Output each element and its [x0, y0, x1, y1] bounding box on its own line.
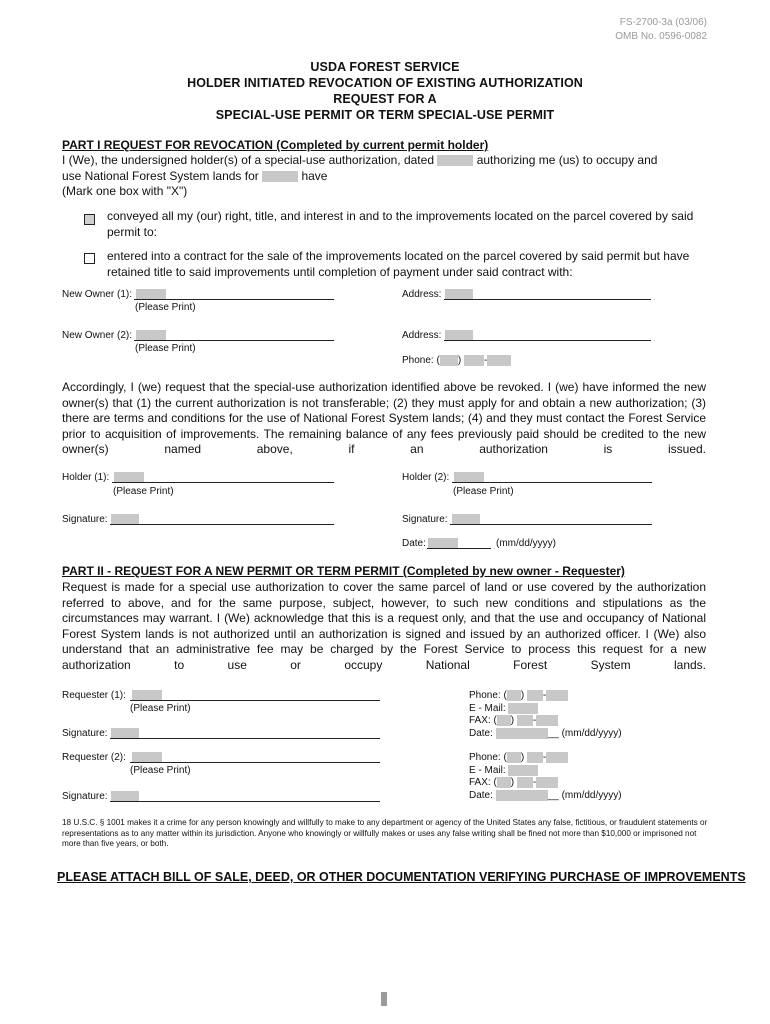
- requester2-line: [130, 762, 380, 763]
- r2-phone-label: Phone: (: [469, 752, 507, 764]
- r1-date-label: Date:: [469, 728, 493, 740]
- phone-row: [402, 355, 511, 366]
- intro-text-e: (Mark one box with "X"): [62, 184, 188, 198]
- title-line-1: USDA FOREST SERVICE: [310, 60, 460, 74]
- new-owner2-label: New Owner (2):: [62, 330, 133, 341]
- r1-date-format: (mm/dd/yyyy): [561, 728, 622, 740]
- phone-dash: -: [483, 355, 488, 367]
- r1-email-label: E - Mail:: [469, 702, 506, 714]
- r2-date-field[interactable]: [496, 790, 548, 801]
- new-owner1-line: [134, 299, 334, 300]
- requester1-label: Requester (1):: [62, 690, 126, 701]
- requester1-fax-row: FAX: ( ) -: [469, 715, 622, 728]
- requester1-email-row: [469, 703, 622, 716]
- r2-phone-area-field[interactable]: [507, 752, 521, 763]
- intro-text-b: authorizing me (us) to occupy and: [476, 153, 658, 167]
- use-purpose-field[interactable]: [262, 171, 298, 182]
- r1-phone-number-field[interactable]: [546, 690, 568, 701]
- phone-number-field[interactable]: [487, 355, 511, 366]
- requester2-label: Requester (2):: [62, 752, 126, 763]
- r2-fax-number-field[interactable]: [536, 777, 558, 788]
- holder1-line: [112, 482, 334, 483]
- requester2-signature-label: Signature:: [62, 791, 108, 802]
- holder1-signature-label: Signature:: [62, 514, 108, 525]
- phone-label: Phone: (: [402, 355, 440, 367]
- part1-date-label: Date:: [402, 538, 426, 549]
- r2-fax-label: FAX: (: [469, 777, 497, 789]
- requester2-please-print: (Please Print): [130, 765, 191, 776]
- r1-fax-label: FAX: (: [469, 715, 497, 727]
- new-owner1-please-print: (Please Print): [135, 302, 196, 313]
- phone-paren: ): [457, 355, 462, 367]
- address2-label: Address:: [402, 330, 442, 341]
- intro-text-d: have: [301, 168, 328, 183]
- r1-phone-label: Phone: (: [469, 690, 507, 702]
- form-number: FS-2700-3a (03/06): [619, 17, 707, 28]
- r1-fax-prefix-field[interactable]: [517, 715, 533, 726]
- requester1-phone-row: Phone: ( ) -: [469, 690, 622, 703]
- part2-paragraph: Request is made for a special use authorization to cover the same parcel of land or use covered by the authorization referred to above, and for the same purpose, subject, however, to such new conditions and stipulations as the circumstances may warrant. I (We) acknowledge that this is a request only, and that the use and occupancy of National Forest System lands is not authorized until an authorization is signed and issued by an authorized officer. I (We) also understand that an administrative fee may be charged by the Forest Service to process this request for a new authorization to use or occupy National Forest System lands.: [62, 580, 706, 672]
- part1-date-format: (mm/dd/yyyy): [496, 538, 556, 549]
- r1-fax-number-field[interactable]: [536, 715, 558, 726]
- r2-fax-prefix-field[interactable]: [517, 777, 533, 788]
- requester2-fax-row: FAX: ( ) -: [469, 777, 622, 790]
- title-line-2: HOLDER INITIATED REVOCATION OF EXISTING AUTHORIZATION: [187, 76, 583, 90]
- requester1-date-row: Date: __ (mm/dd/yyyy): [469, 728, 622, 740]
- address1-line: [444, 299, 651, 300]
- holder2-please-print: (Please Print): [453, 486, 514, 497]
- r2-email-field[interactable]: [508, 765, 538, 776]
- title-line-3: REQUEST FOR A: [333, 92, 437, 106]
- r2-phone-prefix-field[interactable]: [527, 752, 543, 763]
- requester1-signature-label: Signature:: [62, 728, 108, 739]
- omb-number: OMB No. 0596-0082: [615, 31, 707, 42]
- phone-area-field[interactable]: [440, 355, 458, 366]
- holder1-signature-line: [110, 524, 334, 525]
- r1-email-field[interactable]: [508, 703, 538, 714]
- option2-text: entered into a contract for the sale of the improvements located on the parcel covered by said permit but have retained title to said improvements until completion of payment under said contract with:: [107, 249, 690, 279]
- holder1-label: Holder (1):: [62, 472, 110, 483]
- requester2-email-row: [469, 765, 622, 778]
- page-marker: [381, 992, 387, 1006]
- new-owner1-label: New Owner (1):: [62, 289, 133, 300]
- holder2-signature-label: Signature:: [402, 514, 448, 525]
- attach-notice: PLEASE ATTACH BILL OF SALE, DEED, OR OTHER DOCUMENTATION VERIFYING PURCHASE OF IMPROVEMENTS: [57, 870, 746, 884]
- requester1-contact: [469, 690, 622, 741]
- requester2-contact: [469, 752, 622, 803]
- requester2-phone-row: Phone: ( ) -: [469, 752, 622, 765]
- r2-phone-number-field[interactable]: [546, 752, 568, 763]
- r1-phone-prefix-field[interactable]: [527, 690, 543, 701]
- r1-date-field[interactable]: [496, 728, 548, 739]
- title-line-4: SPECIAL-USE PERMIT OR TERM SPECIAL-USE PERMIT: [215, 108, 555, 122]
- requester2-date-row: Date: __ (mm/dd/yyyy): [469, 790, 622, 802]
- requester2-signature-line: [110, 801, 380, 802]
- requester1-please-print: (Please Print): [130, 703, 191, 714]
- holder1-please-print: (Please Print): [113, 486, 174, 497]
- r1-phone-area-field[interactable]: [507, 690, 521, 701]
- address1-label: Address:: [402, 289, 442, 300]
- holder2-label: Holder (2):: [402, 472, 450, 483]
- holder2-line: [452, 482, 652, 483]
- option1-text: conveyed all my (our) right, title, and interest in and to the improvements located on the parcel covered by said permit to:: [107, 209, 694, 239]
- document-title: [0, 59, 770, 123]
- r2-email-label: E - Mail:: [469, 764, 506, 776]
- part1-date-line: [427, 548, 491, 549]
- new-owner2-please-print: (Please Print): [135, 343, 196, 354]
- option2-checkbox[interactable]: [84, 250, 95, 268]
- r2-date-format: (mm/dd/yyyy): [561, 790, 622, 802]
- dated-field[interactable]: [437, 155, 473, 166]
- form-header: [615, 16, 707, 44]
- revocation-paragraph: Accordingly, I (we) request that the special-use authorization identified above be revoked. I (we) have informed the new owner(s) that (1) the current authorization is not transferable; (2) they must apply for and obtain a new authorization; (3) there are terms and conditions for the use of National Forest System lands; (4) and they must contact the Forest Service prior to acquisition of improvements. The remaining balance of any fees previously paid should be credited to the new owner(s) named above, if an authorization is issued.: [62, 380, 706, 456]
- option1-checkbox[interactable]: [84, 211, 95, 229]
- intro-text-a: I (We), the undersigned holder(s) of a special-use authorization, dated: [62, 153, 434, 167]
- r2-date-label: Date:: [469, 790, 493, 802]
- intro-text-c: use National Forest System lands for: [62, 168, 259, 183]
- address2-line: [444, 340, 651, 341]
- r1-fax-area-field[interactable]: [497, 715, 511, 726]
- phone-prefix-field[interactable]: [464, 355, 484, 366]
- holder2-signature-line: [450, 524, 652, 525]
- part1-intro: [62, 153, 702, 200]
- part1-heading: PART I REQUEST FOR REVOCATION (Completed by current permit holder): [62, 138, 489, 152]
- part2-heading: PART II - REQUEST FOR A NEW PERMIT OR TERM PERMIT (Completed by new owner - Requester): [62, 564, 625, 578]
- new-owner2-line: [134, 340, 334, 341]
- r2-fax-area-field[interactable]: [497, 777, 511, 788]
- legal-notice: 18 U.S.C. § 1001 makes it a crime for any person knowingly and willfully to make to any department or agency of the United States any false, fictitious, or fraudulent statements or representations as to any matter within its jurisdiction. Anyone who knowingly or willfully makes or uses any false writing shall be fined not more than $10,000 or imprisoned not more than five years, or both.: [62, 818, 708, 848]
- requester1-line: [130, 700, 380, 701]
- requester1-signature-line: [110, 738, 380, 739]
